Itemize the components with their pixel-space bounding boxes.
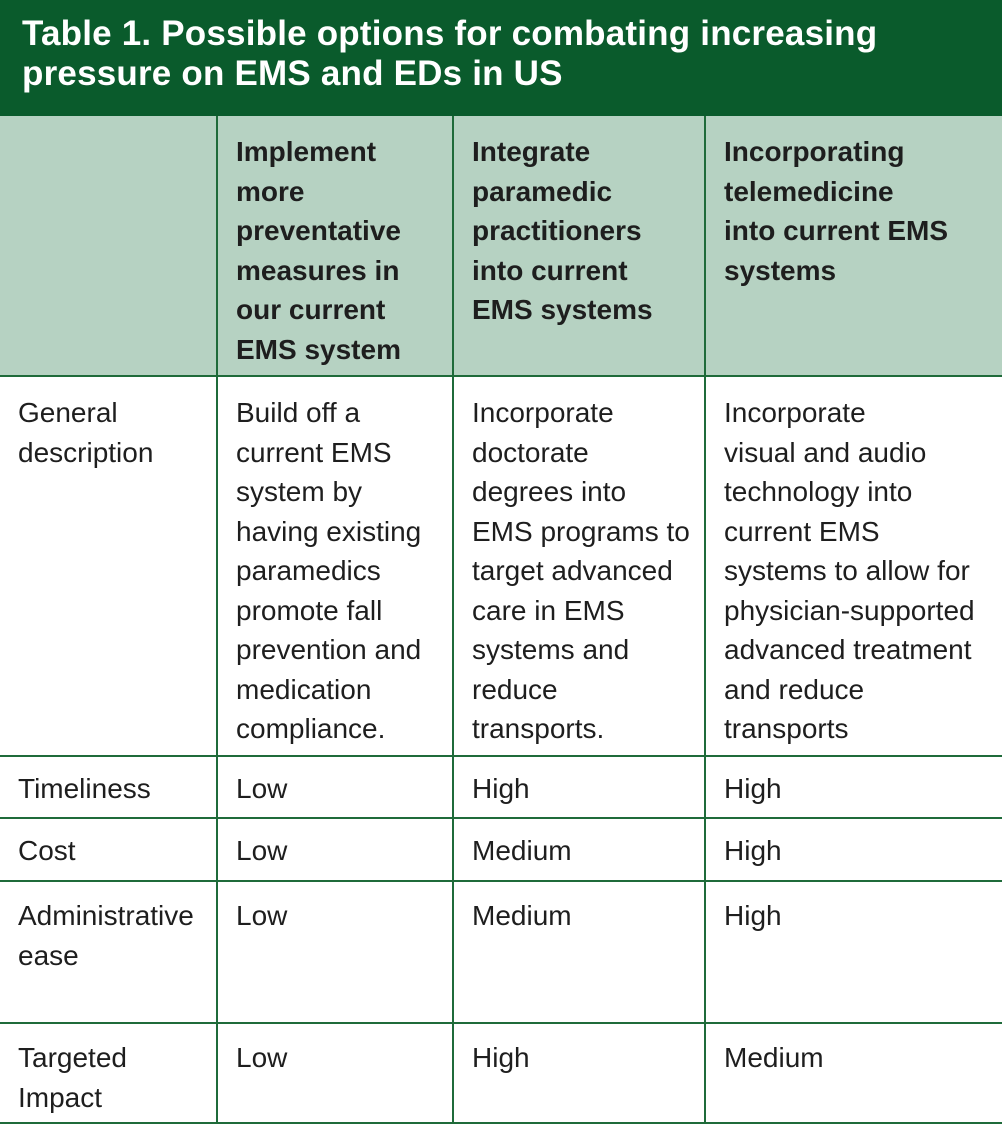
cell-text: High bbox=[472, 1042, 530, 1073]
table-cell bbox=[217, 756, 453, 818]
table-cell bbox=[217, 1023, 453, 1123]
row-label: Targeted Impact bbox=[18, 1042, 127, 1113]
header-text: Implement more preventative measures in our current EMS system bbox=[236, 136, 401, 365]
row-label: Cost bbox=[18, 835, 76, 866]
table-cell bbox=[453, 881, 705, 1023]
table-cell bbox=[453, 376, 705, 756]
row-label-cell bbox=[0, 881, 217, 1023]
table-row-general-description bbox=[0, 376, 1002, 756]
cell-text: Medium bbox=[724, 1042, 824, 1073]
cell-text: Incorporate doctorate degrees into EMS programs to target advanced care in EMS systems and reduce transports. bbox=[472, 397, 690, 744]
header-cell-paramedic-practitioners bbox=[453, 116, 705, 376]
cell-text: Build off a current EMS system by having existing paramedics promote fall prevention and medication compliance. bbox=[236, 397, 422, 744]
cell-text: Low bbox=[236, 900, 288, 931]
table-row-timeliness bbox=[0, 756, 1002, 818]
row-label: General description bbox=[18, 397, 154, 468]
header-text: Integrate paramedic practitioners into current EMS systems bbox=[472, 136, 653, 325]
row-label-cell bbox=[0, 818, 217, 881]
header-text: Incorporating telemedicine into current EMS systems bbox=[724, 136, 949, 286]
row-label-cell bbox=[0, 756, 217, 818]
cell-text: Medium bbox=[472, 900, 572, 931]
table-title-text: Table 1. Possible options for combating increasing pressure on EMS and EDs in US bbox=[22, 14, 878, 93]
table-cell bbox=[453, 818, 705, 881]
header-corner-cell bbox=[0, 116, 217, 376]
table-cell bbox=[705, 1023, 1002, 1123]
table-cell bbox=[705, 881, 1002, 1023]
header-cell-telemedicine bbox=[705, 116, 1002, 376]
table-title bbox=[0, 0, 1002, 116]
cell-text: Low bbox=[236, 1042, 288, 1073]
cell-text: Incorporate visual and audio technology into current EMS systems to allow for physician-supported advanced treatment and reduce transports bbox=[724, 397, 975, 744]
cell-text: High bbox=[724, 773, 782, 804]
table-row-administrative-ease bbox=[0, 881, 1002, 1023]
row-label: Timeliness bbox=[18, 773, 151, 804]
table-cell bbox=[453, 1023, 705, 1123]
table-row-targeted-impact bbox=[0, 1023, 1002, 1123]
row-label-cell bbox=[0, 1023, 217, 1123]
table-cell bbox=[217, 376, 453, 756]
table-cell bbox=[705, 756, 1002, 818]
cell-text: Low bbox=[236, 835, 288, 866]
cell-text: High bbox=[724, 900, 782, 931]
cell-text: Low bbox=[236, 773, 288, 804]
cell-text: Medium bbox=[472, 835, 572, 866]
table-cell bbox=[705, 376, 1002, 756]
table-header-row bbox=[0, 116, 1002, 376]
row-label-cell bbox=[0, 376, 217, 756]
cell-text: High bbox=[724, 835, 782, 866]
table-row-cost bbox=[0, 818, 1002, 881]
options-table bbox=[0, 116, 1002, 1124]
cell-text: High bbox=[472, 773, 530, 804]
table-cell bbox=[217, 818, 453, 881]
table-cell bbox=[705, 818, 1002, 881]
table-cell bbox=[453, 756, 705, 818]
table-cell bbox=[217, 881, 453, 1023]
row-label: Administrative ease bbox=[18, 900, 194, 971]
header-cell-preventative-measures bbox=[217, 116, 453, 376]
